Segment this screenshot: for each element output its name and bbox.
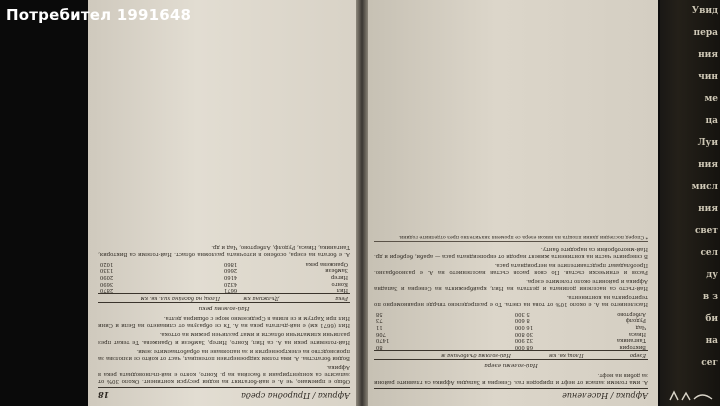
table-cell: 2660: [223, 267, 238, 274]
table-cell: Чад: [635, 324, 646, 331]
table-row: [374, 323, 648, 330]
table-row: [374, 317, 648, 324]
table-cell: 30 800: [514, 330, 533, 337]
table-header: Река: [281, 294, 350, 303]
shelf-text: ния: [698, 160, 718, 170]
table-cell: Нил: [336, 287, 348, 294]
table-header: Езеро: [586, 350, 648, 359]
shelf-text: ду: [706, 270, 718, 280]
table-row: [374, 343, 648, 350]
table-cell: Рудолф: [625, 317, 646, 324]
table-cell: Албертово: [617, 310, 646, 317]
footnote: * Според последни данни площта на някои езера се променя значително през отделните години.: [374, 234, 648, 243]
table-cell: 73: [376, 317, 383, 324]
shelf-text: на: [705, 336, 718, 346]
shelf-text: пера: [693, 28, 718, 38]
left-page-rotated: [88, 0, 360, 406]
table-row: [98, 280, 350, 287]
table-cell: Виктория: [619, 343, 646, 350]
shelf-text: сег: [701, 358, 718, 368]
table-cell: 3690: [100, 280, 114, 287]
background-left: [0, 0, 88, 406]
table-cell: 58: [376, 310, 383, 317]
table-header: Най-голяма дълбочина м: [374, 350, 513, 359]
paragraph: А. има големи запаси от нефт и природен газ. Северна и Западна Африка са главните райони за добив на нефт.: [374, 371, 648, 385]
paragraph: Нил (6671 км) е най-дългата река на А. Тя се образува от сливането на Бели и Сини Нил при Хартум и се влива в Средиземно море с обширна делта.: [98, 315, 350, 329]
left-page-number: 18: [98, 390, 110, 400]
table-cell: 68 000: [514, 343, 533, 350]
book-spine: [356, 0, 368, 406]
table-row: [98, 267, 350, 274]
paragraph: Най-големите реки на А. са Нил, Конго, Нигер, Замбези и Оранжева. Те текат през различни климатични области и имат различен режим на оттока.: [98, 331, 350, 345]
table-cell: 1470: [376, 337, 390, 344]
shelf-text: чин: [698, 72, 718, 82]
left-header-left: Африка / Природна среда: [241, 391, 350, 400]
shelf-text: Луи: [697, 138, 718, 148]
right-page: [364, 0, 658, 406]
shelf-text: Увид: [691, 6, 718, 16]
site-logo-icon: [668, 390, 714, 402]
table-cell: 11: [376, 324, 383, 331]
shelf-text: сел: [700, 248, 718, 258]
shelf-text: ме: [704, 94, 718, 104]
shelf-text: би: [705, 314, 718, 324]
table-cell: 1860: [223, 260, 238, 267]
table-header: Дължина км: [222, 294, 281, 303]
right-header-left: Африка / Население: [562, 391, 648, 400]
shelf-text: ния: [698, 204, 718, 214]
table-cell: 32 900: [514, 337, 533, 344]
shelf-text: свет: [694, 226, 718, 236]
lakes-paragraph: А. е богата на езера, особено в източната разломна област. Най-големи са Виктория, Танганика, Ниаса, Рудолф, Албертово, Чад и др.: [98, 244, 350, 258]
paragraph: Водни богатства. А. има голям хидроенергиен потенциал, част от който се използва за производство на електроенергия и за напояване на обработваемите земи.: [98, 347, 350, 361]
left-page-header: [98, 387, 350, 400]
right-page-rotated: [364, 0, 658, 406]
table-header: Площ на басейна хил. кв. км: [98, 294, 222, 303]
background-book-shelf: [660, 0, 720, 406]
table-row: [98, 260, 350, 267]
table-cell: 2090: [100, 273, 114, 280]
table-cell: 5 300: [514, 310, 530, 317]
table-cell: 1020: [100, 260, 114, 267]
table-cell: 1330: [100, 267, 114, 274]
paragraph: Расов и етнически състав. По своя расов състав населението на А. е разнообразно. Преобладават представителите на негроидната раса.: [374, 261, 648, 275]
shelf-text: ния: [698, 50, 718, 60]
table-cell: 16 000: [514, 324, 533, 331]
table-caption: Най-големи реки: [198, 305, 250, 312]
watermark-user-label: Потребител 1991648: [6, 6, 192, 24]
table-cell: 80: [376, 343, 383, 350]
shelf-text: ца: [705, 116, 718, 126]
right-page-header: [374, 388, 648, 400]
table-row: [98, 273, 350, 280]
table-row: [374, 337, 648, 344]
table-cell: 2870: [100, 287, 114, 294]
table-cell: Конго: [331, 280, 348, 287]
table-row: [374, 310, 648, 317]
table-cell: Ниаса: [628, 330, 646, 337]
table-cell: Нигер: [330, 273, 348, 280]
table-header: Площ кв. км: [513, 350, 586, 359]
table-cell: 8 600: [514, 317, 530, 324]
paragraph: В северните части на континента живеят народи от европеидната раса — араби, бербери и др. Най-многобройни са народите банту.: [374, 245, 648, 259]
shelf-text: в з: [702, 292, 718, 302]
paragraph: Населението на А. е около 10% от това на света. То е разпределено твърде неравномерно по територията на континента.: [374, 294, 648, 308]
table-cell: Замбези: [325, 267, 348, 274]
rivers-table: [98, 260, 350, 303]
left-page: [88, 0, 360, 406]
table-cell: 4160: [223, 273, 238, 280]
table-row: [98, 287, 350, 294]
table-cell: 6671: [223, 287, 238, 294]
table-caption: Най-големи езера: [484, 361, 538, 368]
table-cell: 4320: [223, 280, 238, 287]
table-cell: Оранжева река: [305, 260, 348, 267]
table-row: [374, 330, 648, 337]
table-cell: Танганика: [616, 337, 646, 344]
table-cell: 706: [376, 330, 386, 337]
paragraph: Общо е приемано, че А. е най-богатият на водни ресурси континент. Около 30% от запасите са концентрирани в басейна на р. Конго, която е най-пълноводната река в Африка.: [98, 363, 350, 384]
lakes-table: [374, 310, 648, 360]
shelf-text: мисл: [691, 182, 718, 192]
paragraph: Най-гъсто са населени долината и делтата на Нил, крайбрежията на Северна и Западна Африка и районите около големите езера.: [374, 277, 648, 292]
